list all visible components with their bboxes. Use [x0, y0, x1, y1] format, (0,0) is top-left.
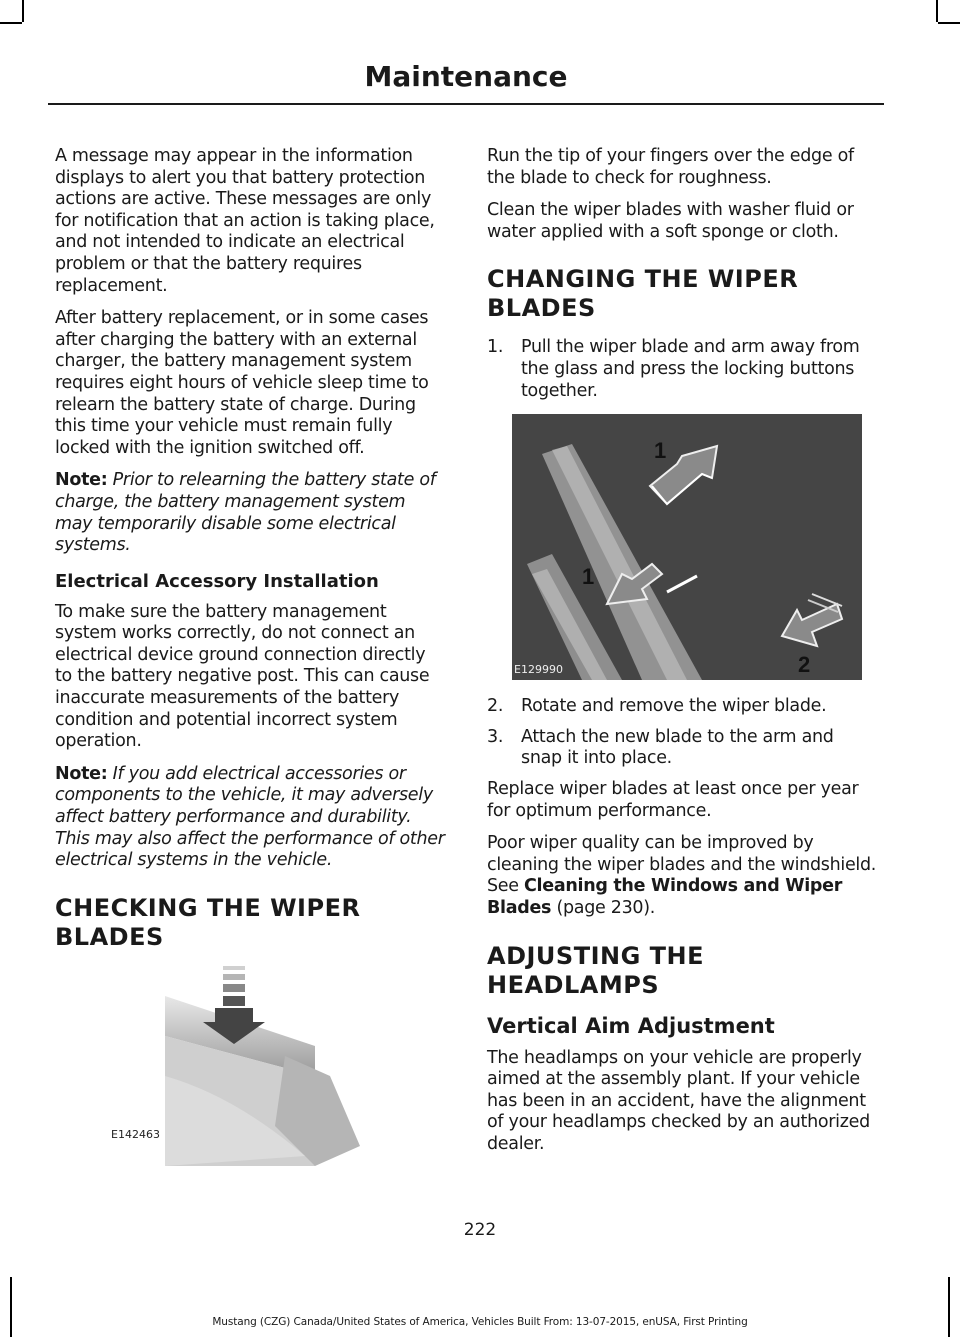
- note-text: Prior to relearning the battery state of charge, the battery management system may temporarily disable some electrical systems.: [55, 470, 436, 556]
- wiper-removal-illustration: [512, 414, 862, 680]
- wiper-blade-illustration: [155, 966, 447, 1166]
- crop-mark: [22, 0, 24, 22]
- note-label: Note:: [55, 763, 108, 784]
- note-label: Note:: [55, 470, 108, 491]
- crop-mark: [10, 1277, 12, 1337]
- step-item: [487, 727, 879, 770]
- note-text: If you add electrical accessories or components to the vehicle, it may adversely affect battery performance and durability. This may also affect the performance of other electrical systems in the vehicle.: [55, 763, 445, 871]
- section-heading: CHANGING THE WIPER BLADES: [487, 265, 799, 323]
- figure-code: E142463: [111, 1127, 160, 1141]
- step-number: 2.: [487, 696, 504, 717]
- paragraph-text: Poor wiper quality can be improved by cleaning the wiper blades and the windshield. See: [487, 833, 877, 897]
- page-title: Maintenance: [48, 60, 884, 105]
- page-reference: (page 230).: [556, 897, 656, 918]
- crop-mark: [936, 0, 938, 22]
- crop-mark: [938, 22, 960, 24]
- paragraph: Clean the wiper blades with washer fluid or water applied with a soft sponge or cloth.: [487, 200, 854, 242]
- step-text: Pull the wiper blade and arm away from the glass and press the locking buttons together.: [521, 337, 860, 401]
- paragraph: The headlamps on your vehicle are properly aimed at the assembly plant. If your vehicle has been in an accident, have the alignment of your headlamps checked by an authorized dealer.: [487, 1047, 870, 1154]
- page-footer: Mustang (CZG) Canada/United States of America, Vehicles Built From: 13-07-2015, enUSA, First Printing: [212, 1316, 748, 1328]
- step-text: Attach the new blade to the arm and snap it into place.: [521, 726, 834, 769]
- right-column: [487, 146, 879, 1166]
- section-heading: ADJUSTING THE HEADLAMPS: [487, 941, 704, 999]
- wiper-removal-figure: [512, 414, 862, 680]
- crop-mark: [948, 1277, 950, 1337]
- page-number: 222: [463, 1220, 497, 1240]
- paragraph-with-link: [487, 833, 879, 919]
- step-number: 3.: [487, 726, 504, 747]
- paragraph: After battery replacement, or in some cases after charging the battery with an external charger, the battery management system requires eight hours of vehicle sleep time to relearn the battery state of charge. During this time your vehicle must remain fully locked with the ignition switched off.: [55, 308, 429, 458]
- wiper-blade-figure: [111, 966, 447, 1166]
- step-item: [487, 696, 879, 718]
- paragraph: To make sure the battery management system works correctly, do not connect an electrical device ground connection directly to the battery negative post. This can cause inaccurate measurements of the battery condition and potential incorrect system operation.: [55, 601, 430, 752]
- paragraph: A message may appear in the information displays to alert you that battery protection actions are active. These messages are only for notification that an action is taking place, and not intended to indicate an electrical problem or that the battery requires replacement.: [55, 146, 435, 296]
- callout-label-2: 2: [798, 652, 811, 678]
- note: [55, 764, 447, 872]
- callout-label-1b: 1: [582, 564, 595, 590]
- subheading: Electrical Accessory Installation: [55, 570, 379, 592]
- note: [55, 470, 447, 556]
- paragraph: Replace wiper blades at least once per year for optimum performance.: [487, 778, 859, 821]
- callout-label-1: 1: [654, 438, 667, 464]
- step-number: 1.: [487, 337, 504, 358]
- left-column: [55, 146, 447, 1166]
- figure-code: E129990: [514, 663, 563, 677]
- paragraph: Run the tip of your fingers over the edge of the blade to check for roughness.: [487, 146, 854, 188]
- section-heading: CHECKING THE WIPER BLADES: [55, 893, 361, 951]
- step-text: Rotate and remove the wiper blade.: [521, 696, 827, 717]
- cross-reference-link[interactable]: Cleaning the Windows and Wiper Blades: [487, 876, 843, 918]
- crop-mark: [0, 22, 22, 24]
- step-item: [487, 337, 879, 402]
- subheading: Vertical Aim Adjustment: [487, 1013, 775, 1038]
